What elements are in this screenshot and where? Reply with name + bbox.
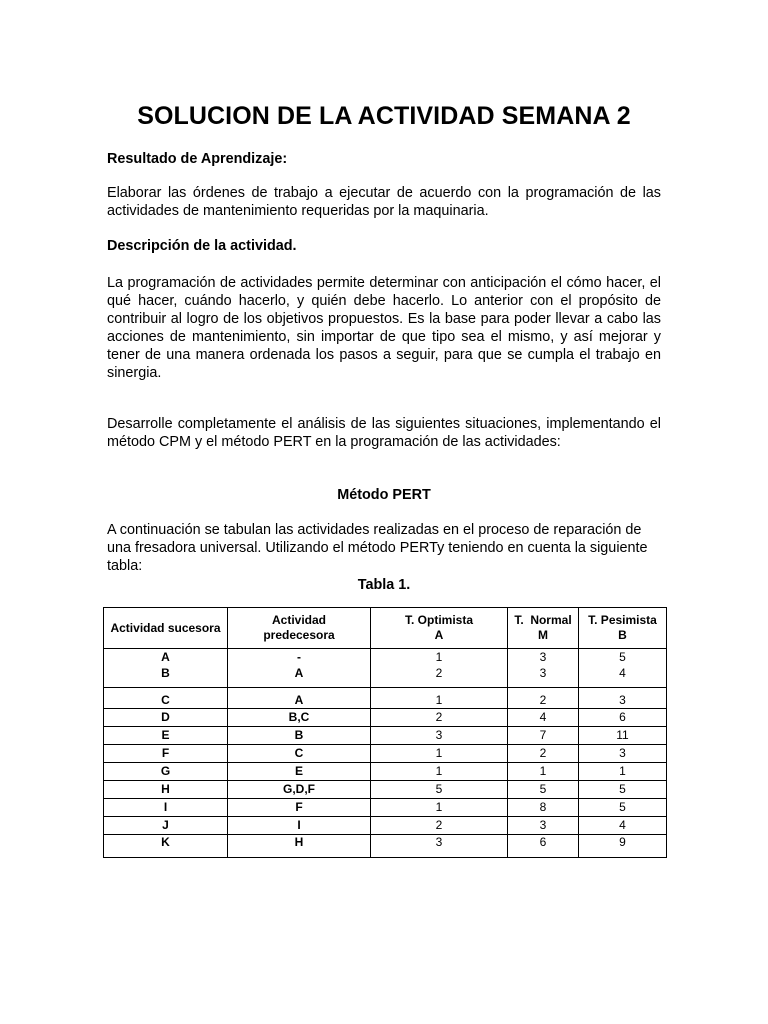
header-actividad-predecesora: Actividad predecesora — [228, 608, 371, 649]
table-row — [104, 781, 667, 799]
table-cell: I — [104, 799, 228, 817]
table-cell: G,D,F — [228, 781, 371, 799]
table-cell: G — [104, 763, 228, 781]
table-row — [104, 649, 667, 667]
table-cell: 3 — [579, 745, 667, 763]
table-cell: 2 — [371, 709, 508, 727]
table-cell: 4 — [579, 817, 667, 835]
table-cell: E — [228, 763, 371, 781]
table-cell: 1 — [579, 763, 667, 781]
table-cell: - — [228, 649, 371, 667]
table-cell: 3 — [371, 727, 508, 745]
table-row — [104, 817, 667, 835]
table-cell: 5 — [579, 799, 667, 817]
table-cell: 1 — [371, 688, 508, 709]
table-cell: C — [228, 745, 371, 763]
table-cell: 3 — [579, 688, 667, 709]
table-cell: H — [104, 781, 228, 799]
table-caption: Tabla 1. — [357, 577, 411, 593]
header-tiempo-pesimista: T. Pesimista B — [579, 608, 667, 649]
table-cell: 6 — [508, 835, 579, 858]
table-row — [104, 835, 667, 858]
table-cell: 5 — [579, 649, 667, 667]
table-header-row — [104, 608, 667, 649]
table-cell: 3 — [508, 817, 579, 835]
table-cell: 6 — [579, 709, 667, 727]
table-cell: 4 — [508, 709, 579, 727]
resultado-heading: Resultado de Aprendizaje: — [107, 151, 288, 167]
table-cell: A — [104, 649, 228, 667]
table-row — [104, 799, 667, 817]
table-cell: 2 — [508, 745, 579, 763]
table-cell: 5 — [508, 781, 579, 799]
context-paragraph: A continuación se tabulan las actividades realizadas en el proceso de reparación de una fresadora universal. Utilizando el método PERTy teniendo en cuenta la siguiente tabla: — [107, 522, 648, 574]
table-cell: F — [228, 799, 371, 817]
table-cell: A — [228, 688, 371, 709]
table-cell: 8 — [508, 799, 579, 817]
table-row — [104, 727, 667, 745]
resultado-paragraph: Elaborar las órdenes de trabajo a ejecutar de acuerdo con la programación de las actividades de mantenimiento requeridas por la maquinaria. — [107, 185, 661, 219]
table-cell: E — [104, 727, 228, 745]
table-cell: B — [104, 666, 228, 688]
table-cell: 3 — [508, 649, 579, 667]
table-body — [104, 649, 667, 858]
table-cell: I — [228, 817, 371, 835]
table-cell: 1 — [371, 745, 508, 763]
table-row — [104, 688, 667, 709]
table-cell: 1 — [371, 799, 508, 817]
table-cell: A — [228, 666, 371, 688]
table-cell: K — [104, 835, 228, 858]
table-cell: 9 — [579, 835, 667, 858]
header-actividad-sucesora: Actividad sucesora — [104, 608, 228, 649]
table-cell: 1 — [508, 763, 579, 781]
table-cell: 2 — [371, 666, 508, 688]
header-tiempo-optimista: T. Optimista A — [371, 608, 508, 649]
descripcion-heading: Descripción de la actividad. — [107, 238, 297, 254]
table-cell: 11 — [579, 727, 667, 745]
table-cell: F — [104, 745, 228, 763]
instructions-paragraph: Desarrolle completamente el análisis de las siguientes situaciones, implementando el método CPM y el método PERT en la programación de las actividades: — [107, 416, 661, 450]
table-cell: 3 — [371, 835, 508, 858]
activities-table — [103, 607, 667, 858]
table-cell: J — [104, 817, 228, 835]
table-cell: 3 — [508, 666, 579, 688]
table-cell: 1 — [371, 649, 508, 667]
table-cell: 2 — [371, 817, 508, 835]
table-cell: B,C — [228, 709, 371, 727]
document-title: SOLUCION DE LA ACTIVIDAD SEMANA 2 — [137, 102, 631, 130]
table-cell: C — [104, 688, 228, 709]
table-cell: B — [228, 727, 371, 745]
table-cell: 4 — [579, 666, 667, 688]
header-tiempo-normal: T. Normal M — [508, 608, 579, 649]
table-cell: D — [104, 709, 228, 727]
metodo-pert-heading: Método PERT — [337, 487, 431, 503]
table-cell: 1 — [371, 763, 508, 781]
table-cell: 2 — [508, 688, 579, 709]
table-cell: 5 — [371, 781, 508, 799]
table-cell: H — [228, 835, 371, 858]
table-cell: 5 — [579, 781, 667, 799]
table-row — [104, 745, 667, 763]
table-cell: 7 — [508, 727, 579, 745]
table-row — [104, 709, 667, 727]
table-row — [104, 666, 667, 688]
table-row — [104, 763, 667, 781]
descripcion-paragraph: La programación de actividades permite determinar con anticipación el cómo hacer, el qué hacer, cuándo hacerlo, y quién debe hacerlo. Lo anterior con el propósito de contribuir al logro de los objetivos propuestos. Es la base para poder llevar a cabo las acciones de mantenimiento, sin importar de que tipo sea el mismo, y así mejorar y tener de una manera ordenada los pasos a seguir, para que se cumpla el trabajo en sinergia. — [107, 275, 661, 381]
